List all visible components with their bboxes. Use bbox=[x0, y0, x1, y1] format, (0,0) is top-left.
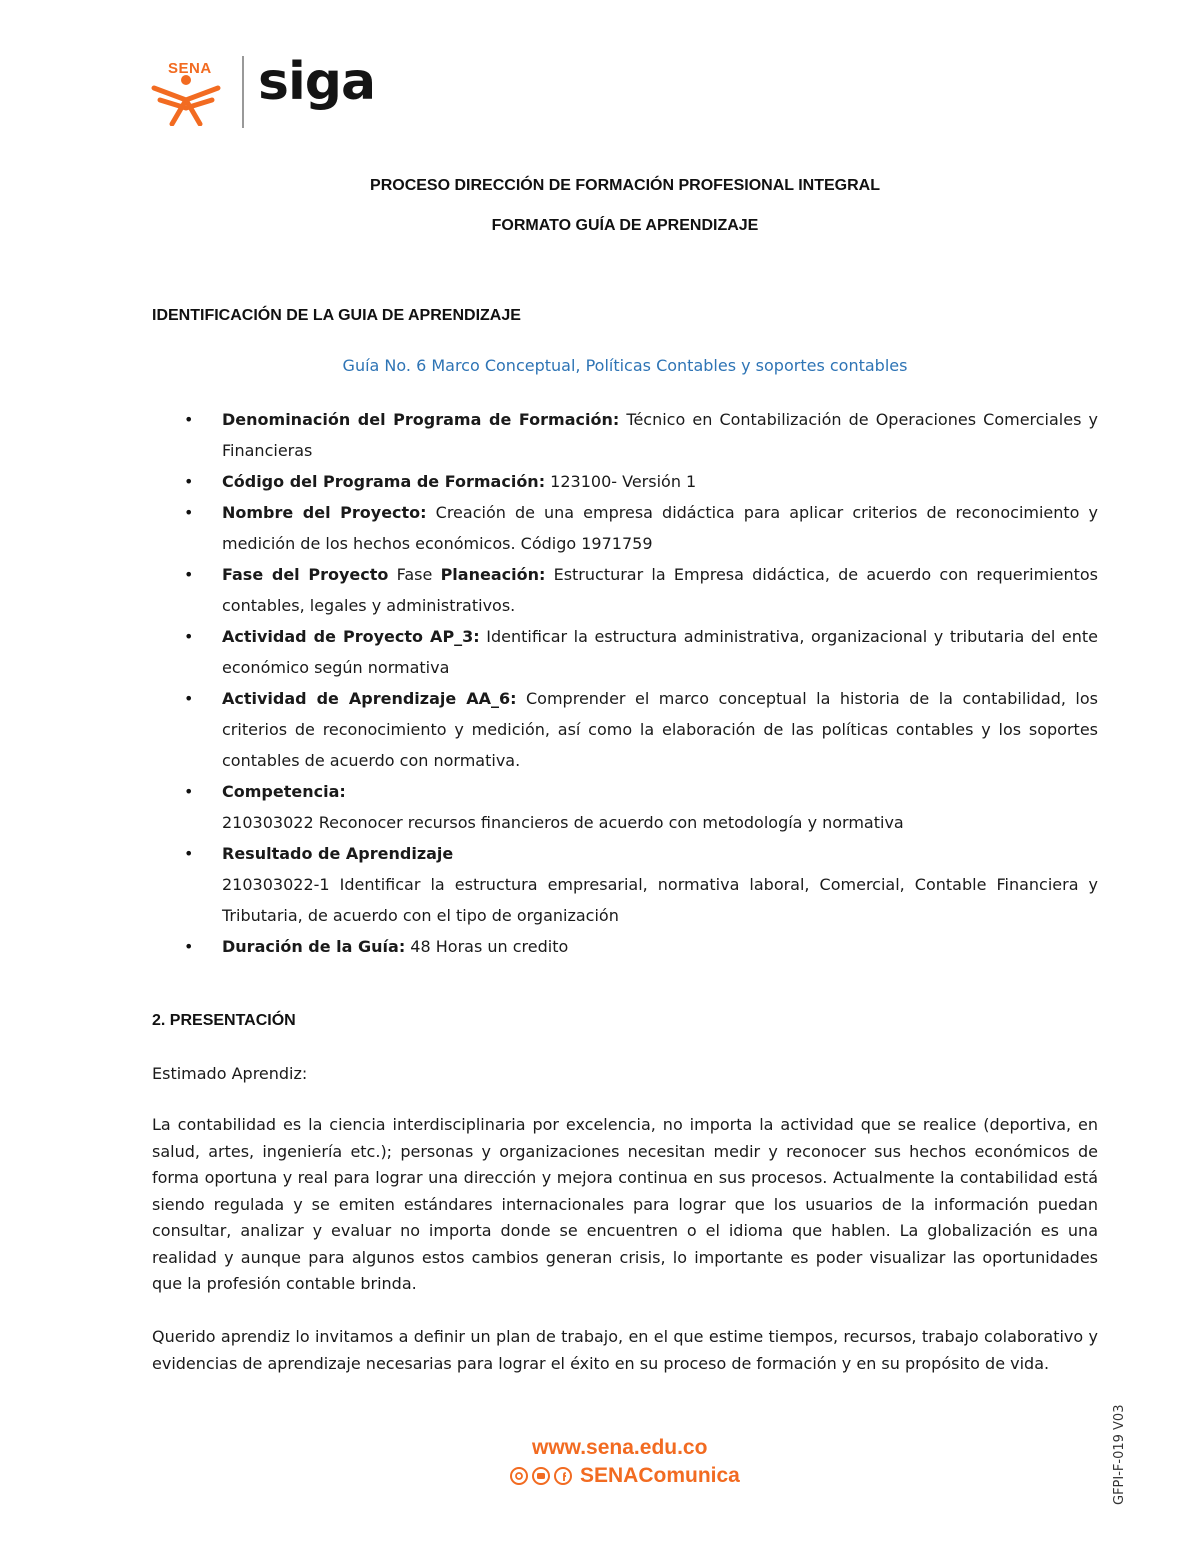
list-item-duration bbox=[222, 931, 1098, 962]
footer-url[interactable]: www.sena.edu.co bbox=[532, 1436, 708, 1459]
item-text: 48 Horas un credito bbox=[405, 937, 569, 956]
sena-logo-text: SENA bbox=[168, 60, 212, 77]
item-text: Identificar la estructura administrativa, organizacional y tributaria del ente económico según normativa bbox=[222, 627, 1098, 677]
list-item-learning-result bbox=[222, 838, 1098, 931]
sena-logo-icon bbox=[150, 74, 222, 126]
item-text: Creación de una empresa didáctica para aplicar criterios de reconocimiento y medición de los hechos económicos. Código 1971759 bbox=[222, 503, 1099, 553]
list-item-program-name bbox=[222, 404, 1098, 466]
item-label: Resultado de Aprendizaje bbox=[222, 844, 454, 863]
siga-logo-text: siga bbox=[258, 52, 376, 112]
instagram-icon[interactable] bbox=[510, 1467, 528, 1485]
youtube-icon[interactable] bbox=[532, 1467, 550, 1485]
greeting: Estimado Aprendiz: bbox=[152, 1064, 308, 1083]
item-middle: Fase bbox=[388, 565, 441, 584]
form-code: GFPI-F-019 V03 bbox=[1112, 1404, 1127, 1505]
list-item-competence bbox=[222, 776, 1098, 838]
identification-heading: IDENTIFICACIÓN DE LA GUIA DE APRENDIZAJE bbox=[152, 307, 521, 324]
footer-handle[interactable]: SENAComunica bbox=[580, 1464, 740, 1487]
list-item-learning-activity bbox=[222, 683, 1098, 776]
guide-title: Guía No. 6 Marco Conceptual, Políticas Contables y soportes contables bbox=[342, 356, 908, 375]
presentation-paragraph-1: La contabilidad es la ciencia interdisciplinaria por excelencia, no importa la actividad que se realice (deportiva, en salud, artes, ingeniería etc.); personas y organizaciones necesitan medir y reconocer sus hechos económicos de forma oportuna y real para lograr una dirección y mejora continua en sus procesos. Actualmente la contabilidad está siendo regulada y se emiten estándares internacionales para lograr que los usuarios de la información puedan consultar, analizar y evaluar no importa donde se encuentren o el idioma que hablen. La globalización es una realidad y aunque para algunos estos cambios generan crisis, lo importante es poder visualizar las oportunidades que la profesión contable brinda. bbox=[152, 1115, 1098, 1293]
facebook-icon[interactable] bbox=[554, 1467, 572, 1485]
footer-social bbox=[510, 1464, 740, 1488]
item-text: Comprender el marco conceptual la historia de la contabilidad, los criterios de reconocimiento y medición, así como la elaboración de las políticas contables y los soportes contables de acuerdo con normativa. bbox=[222, 689, 1099, 770]
item-label: Fase del Proyecto bbox=[222, 565, 389, 584]
item-text: Estructurar la Empresa didáctica, de acuerdo con requerimientos contables, legales y administrativos. bbox=[222, 565, 1099, 615]
logo-divider bbox=[242, 56, 244, 128]
presentation-paragraph-2: Querido aprendiz lo invitamos a definir un plan de trabajo, en el que estime tiempos, recursos, trabajo colaborativo y evidencias de aprendizaje necesarias para lograr el éxito en su proceso de formación y en su propósito de vida. bbox=[152, 1327, 1098, 1373]
item-label: Nombre del Proyecto: bbox=[222, 503, 427, 522]
item-label-2: Planeación: bbox=[440, 565, 546, 584]
item-text: 210303022-1 Identificar la estructura empresarial, normativa laboral, Comercial, Contable Financiera y Tributaria, de acuerdo con el tipo de organización bbox=[222, 875, 1098, 925]
format-title: FORMATO GUÍA DE APRENDIZAJE bbox=[491, 217, 759, 234]
header-logo bbox=[150, 52, 390, 132]
item-label: Actividad de Proyecto AP_3: bbox=[222, 627, 480, 646]
item-text: 123100- Versión 1 bbox=[545, 472, 697, 491]
item-label: Competencia: bbox=[222, 782, 346, 801]
presentation-heading: 2. PRESENTACIÓN bbox=[152, 1012, 296, 1029]
list-item-program-code bbox=[222, 466, 1098, 497]
item-text: 210303022 Reconocer recursos financieros de acuerdo con metodología y normativa bbox=[222, 813, 904, 832]
item-label: Código del Programa de Formación: bbox=[222, 472, 546, 491]
item-text: Técnico en Contabilización de Operaciones Comerciales y Financieras bbox=[222, 410, 1099, 460]
item-label: Actividad de Aprendizaje AA_6: bbox=[222, 689, 517, 708]
process-title: PROCESO DIRECCIÓN DE FORMACIÓN PROFESIONAL INTEGRAL bbox=[370, 177, 880, 194]
list-item-project-activity bbox=[222, 621, 1098, 683]
list-item-project-phase bbox=[222, 559, 1098, 621]
identification-list bbox=[222, 404, 1098, 962]
item-label: Denominación del Programa de Formación: bbox=[222, 410, 620, 429]
list-item-project-name bbox=[222, 497, 1098, 559]
item-label: Duración de la Guía: bbox=[222, 937, 406, 956]
